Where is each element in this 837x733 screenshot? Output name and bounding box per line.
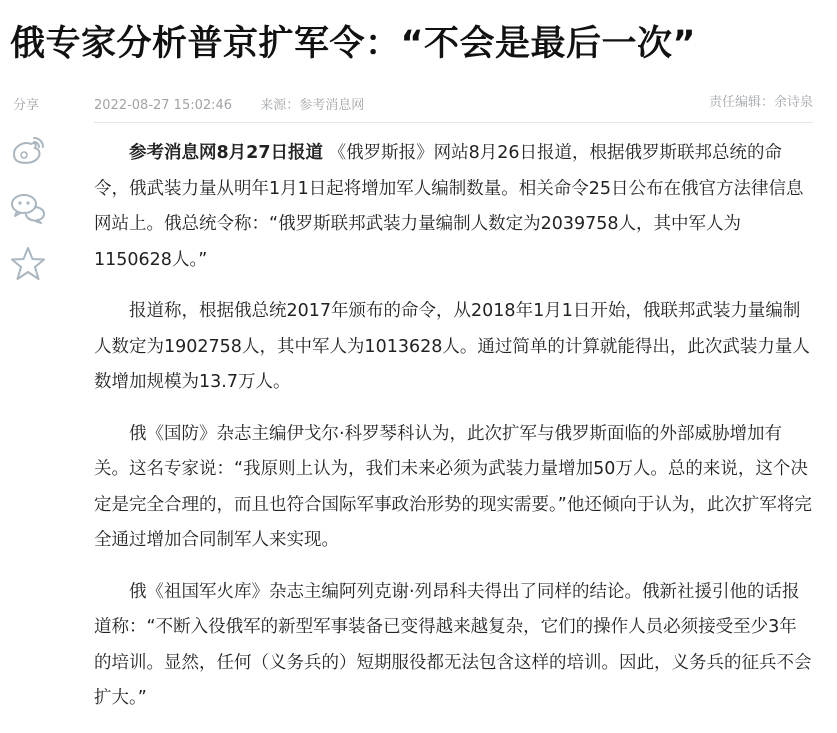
article-paragraph	[94, 294, 813, 401]
responsible-editor: 责任编辑：余诗泉	[708, 95, 813, 110]
article-paragraph	[94, 575, 813, 717]
weibo-icon[interactable]	[8, 132, 48, 172]
article-paragraph	[94, 136, 813, 278]
article-paragraph	[94, 417, 813, 559]
wechat-icon[interactable]	[8, 188, 48, 228]
share-sidebar	[8, 96, 48, 284]
share-label: 分享	[13, 98, 40, 113]
article-meta	[94, 95, 813, 117]
paragraph-text: 俄《祖国军火库》杂志主编阿列克谢·列昂科夫得出了同样的结论。俄新社援引他的话报道称：“不断入役俄军的新型军事装备已变得越来越复杂，它们的操作人员必须接受至少3年的培训。显然，任何（义务兵的）短期服役都无法包含这样的培训。因此，义务兵的征兵不会扩大。”	[94, 581, 812, 708]
paragraph-lead: 参考消息网8月27日报道	[129, 143, 324, 163]
article-title: 俄专家分析普京扩军令：“不会是最后一次”	[10, 24, 697, 64]
favorite-star-icon[interactable]	[8, 244, 48, 284]
publish-date: 2022-08-27 15:02:46	[94, 98, 233, 113]
meta-divider	[94, 122, 813, 123]
paragraph-text: 《俄罗斯报》网站8月26日报道，根据俄罗斯联邦总统的命令，俄武装力量从明年1月1日起将增加军人编制数量。相关命令25日公布在俄官方法律信息网站上。俄总统令称：“俄罗斯联邦武装力量编制人数定为2039758人，其中军人为1150628人。”	[94, 143, 804, 270]
article-source: 来源：参考消息网	[260, 98, 365, 113]
article-body	[94, 136, 813, 733]
paragraph-text: 报道称，根据俄总统2017年颁布的命令，从2018年1月1日开始，俄联邦武装力量编制人数定为1902758人，其中军人为1013628人。通过简单的计算就能得出，此次武装力量人数增加规模为13.7万人。	[94, 301, 810, 392]
paragraph-text: 俄《国防》杂志主编伊戈尔·科罗琴科认为，此次扩军与俄罗斯面临的外部威胁增加有关。这名专家说：“我原则上认为，我们未来必须为武装力量增加50万人。总的来说，这个决定是完全合理的，而且也符合国际军事政治形势的现实需要。”他还倾向于认为，此次扩军将完全通过增加合同制军人来实现。	[94, 423, 812, 550]
